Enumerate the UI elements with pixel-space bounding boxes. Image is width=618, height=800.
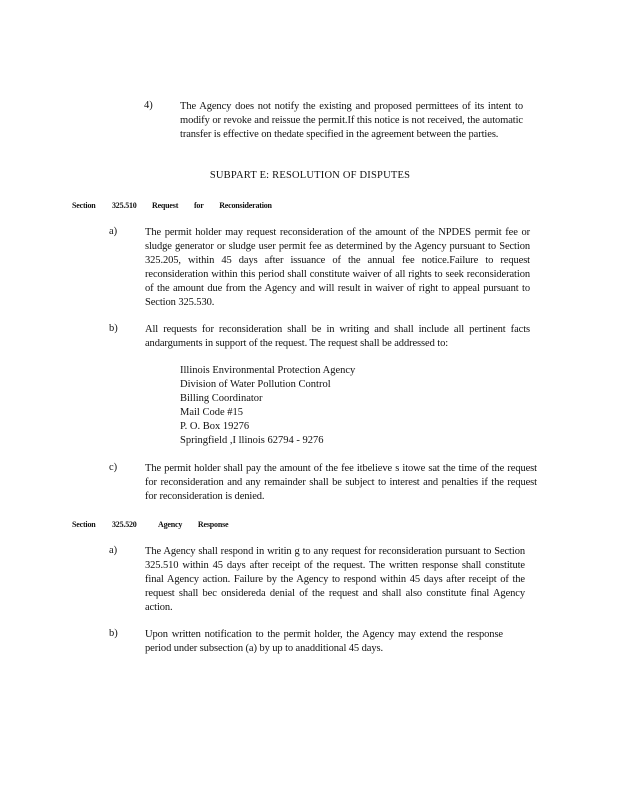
section-510-item-b-number: b): [109, 323, 118, 334]
section-520-item-a-text: The Agency shall respond in writin g to any request for reconsideration pursuant to Section 325.510 within 45 days after receipt of the request. The written response shall constitute final Agency action. Failure by the Agency to respond within 45 days after receipt of the request shall bec onsidereda denial of the request and shall also constitute final Agency action.: [145, 546, 525, 613]
section-520-item-a-number: a): [109, 545, 118, 556]
address-line: Mail Code #15: [180, 407, 243, 418]
section-510-number: 325.510: [112, 201, 137, 210]
item-4-text: The Agency does not notify the existing and proposed permittees of its intent to modify or revoke and reissue the permit.If this notice is not received, the automatic transfer is effective on thedate specified in the agreement between the parties.: [180, 101, 523, 140]
section-510-label: Section: [72, 201, 96, 210]
section-520-number: 325.520: [112, 520, 137, 529]
address-line: Billing Coordinator: [180, 393, 263, 404]
section-510-title: Request for Reconsideration: [152, 201, 272, 210]
address-line: Springfield ,I llinois 62794 - 9276: [180, 435, 324, 446]
billing-address-block: [180, 364, 355, 448]
section-510-item-c-text: The permit holder shall pay the amount of the fee itbelieve s itowe sat the time of the request for reconsideration and any remainder shall be subject to interest and penalties if the request for reconsideration is denied.: [145, 463, 537, 502]
item-4-number: 4): [144, 100, 153, 111]
section-520-item-b-text: Upon written notification to the permit holder, the Agency may extend the response period under subsection (a) by up to anadditional 45 days.: [145, 629, 503, 654]
section-520-item-b-number: b): [109, 628, 118, 639]
section-510-item-a-text: The permit holder may request reconsideration of the amount of the NPDES permit fee or sludge generator or sludge user permit fee as determined by the Agency pursuant to Section 325.205, within 45 days after issuance of the annual fee notice.Failure to request reconsideration within this period shall constitute waiver of all rights to seek reconsideration of the amount due from the Agency and will result in waiver of right to appeal pursuant to Section 325.530.: [145, 227, 530, 308]
address-line: Division of Water Pollution Control: [180, 379, 331, 390]
section-510-item-b-text: All requests for reconsideration shall be in writing and shall include all pertinent facts andarguments in support of the request. The request shall be addressed to:: [145, 324, 530, 349]
section-510-item-a-number: a): [109, 226, 118, 237]
section-510-item-c-number: c): [109, 462, 118, 473]
section-520-title: Agency Response: [158, 520, 229, 529]
address-line: P. O. Box 19276: [180, 421, 250, 432]
subpart-heading: SUBPART E: RESOLUTION OF DISPUTES: [209, 170, 411, 181]
address-line: Illinois Environmental Protection Agency: [180, 365, 356, 376]
section-520-label: Section: [72, 520, 96, 529]
